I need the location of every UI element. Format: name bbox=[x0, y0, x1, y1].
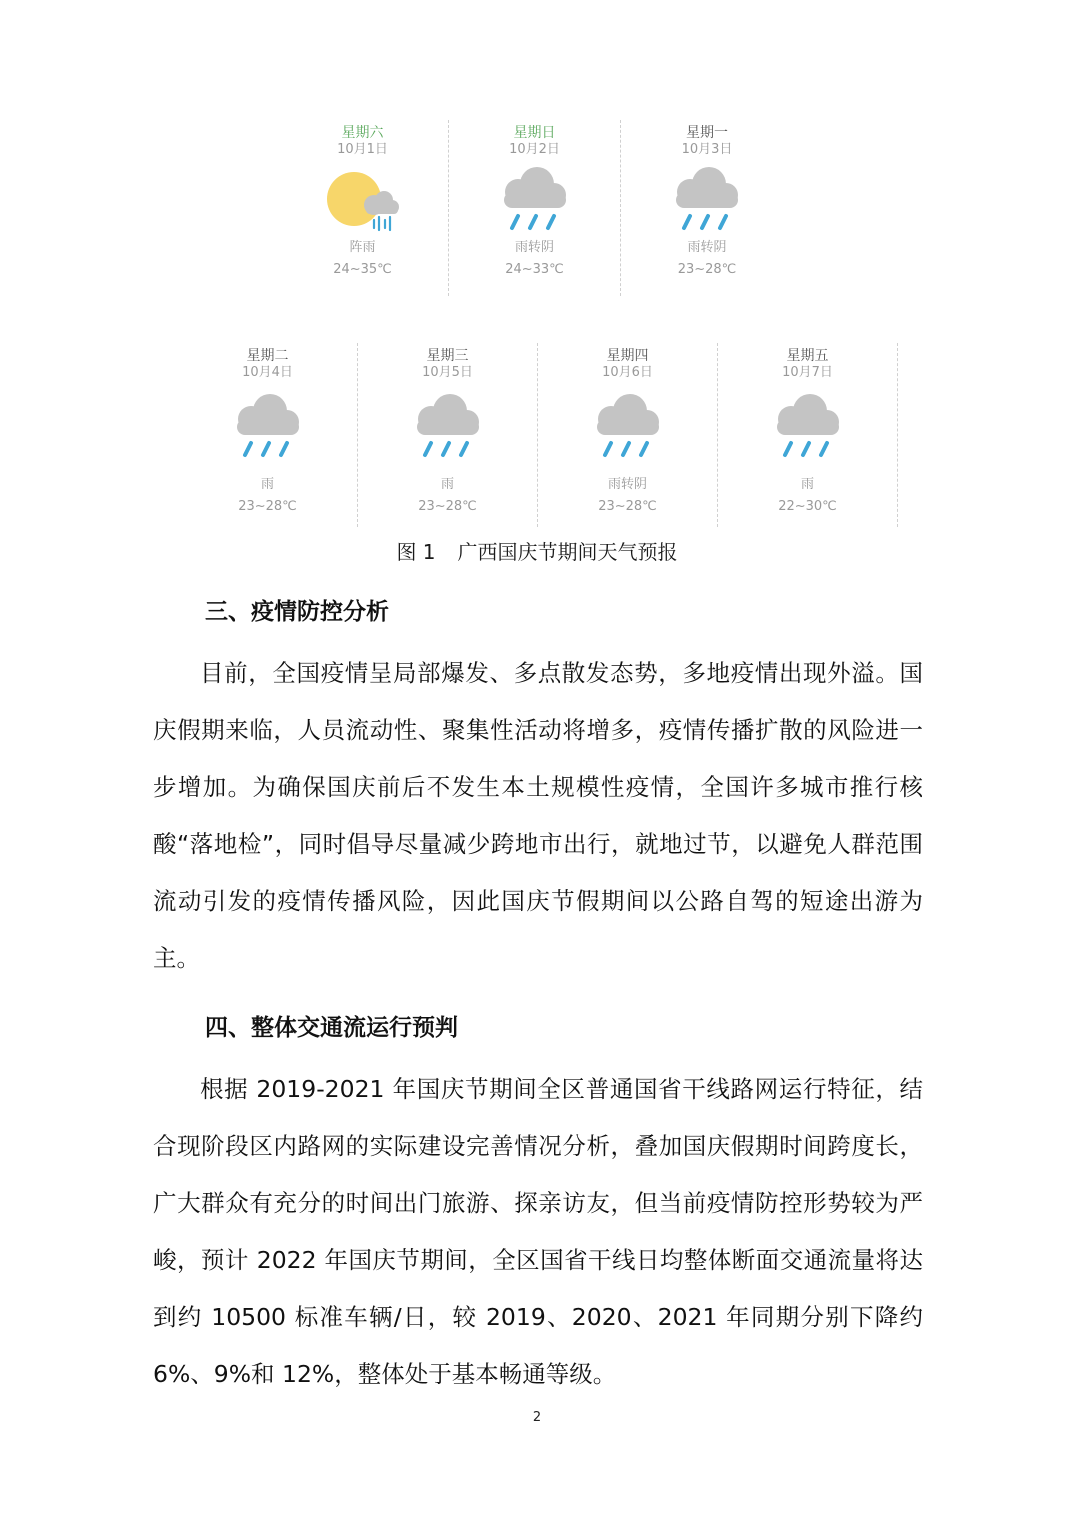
day-date: 10月6日 bbox=[602, 365, 653, 380]
cloud-rain-icon bbox=[223, 391, 313, 465]
day-temperature: 23~28℃ bbox=[418, 499, 477, 514]
section-paragraph-epidemic: 目前，全国疫情呈局部爆发、多点散发态势，多地疫情出现外溢。国庆假期来临，人员流动性、聚集性活动将增多，疫情传播扩散的风险进一步增加。为确保国庆前后不发生本土规模性疫情，全国许多城市推行核酸“落地检”，同时倡导尽量减少跨地市出行，就地过节，以避免人群范围流动引发的疫情传播风险，因此国庆节假期间以公路自驾的短途出游为主。 bbox=[153, 659, 923, 972]
cloud-rain-icon bbox=[662, 164, 752, 238]
day-temperature: 23~28℃ bbox=[677, 262, 737, 277]
forecast-day bbox=[621, 120, 793, 296]
section-paragraph-traffic: 根据 2019-2021 年国庆节期间全区普通国省干线路网运行特征，结合现阶段区内路网的实际建设完善情况分析，叠加国庆假期时间跨度长，广大群众有充分的时间出门旅游、探亲访友，但当前疫情防控形势较为严峻，预计 2022 年国庆节期间，全区国省干线日均整体断面交通流量将达到约 10500 标准车辆/日，较 2019、2020、2021 年同期分别下降约 6%、9%和 12%，整体处于基本畅通等级。 bbox=[153, 1075, 923, 1388]
day-condition: 雨 bbox=[800, 477, 814, 492]
day-weekday: 星期四 bbox=[606, 348, 649, 364]
forecast-day bbox=[449, 120, 621, 296]
forecast-day bbox=[538, 343, 718, 527]
section-heading-traffic: 四、整体交通流运行预判 bbox=[205, 1015, 458, 1041]
cloud-rain-icon bbox=[583, 391, 673, 465]
day-weekday: 星期一 bbox=[686, 125, 728, 141]
day-condition: 雨转阴 bbox=[607, 477, 647, 492]
day-temperature: 23~28℃ bbox=[238, 499, 297, 514]
day-weekday: 星期五 bbox=[786, 348, 829, 364]
day-temperature: 24~33℃ bbox=[505, 262, 564, 277]
day-temperature: 22~30℃ bbox=[778, 499, 837, 514]
figure-number: 图 1 bbox=[396, 540, 436, 564]
day-weekday: 星期二 bbox=[246, 348, 289, 364]
forecast-day bbox=[178, 343, 358, 527]
day-temperature: 24~35℃ bbox=[333, 262, 392, 277]
forecast-day bbox=[277, 120, 449, 296]
figure-caption-text: 广西国庆节期间天气预报 bbox=[457, 540, 678, 564]
day-weekday: 星期日 bbox=[513, 125, 556, 141]
day-date: 10月5日 bbox=[422, 365, 473, 380]
day-date: 10月3日 bbox=[681, 142, 733, 157]
day-condition: 雨转阴 bbox=[687, 240, 727, 255]
day-condition: 雨 bbox=[440, 477, 454, 492]
forecast-day bbox=[358, 343, 538, 527]
weather-row-1 bbox=[277, 120, 793, 296]
forecast-day bbox=[718, 343, 898, 527]
cloud-rain-icon bbox=[490, 164, 580, 238]
day-date: 10月7日 bbox=[782, 365, 833, 380]
day-condition: 雨转阴 bbox=[514, 240, 554, 255]
page-number: 2 bbox=[532, 1410, 542, 1425]
section-heading-epidemic: 三、疫情防控分析 bbox=[205, 599, 389, 625]
day-temperature: 23~28℃ bbox=[598, 499, 657, 514]
figure-caption bbox=[0, 538, 1074, 566]
day-condition: 雨 bbox=[260, 477, 274, 492]
cloud-rain-icon bbox=[763, 391, 853, 465]
sun-cloud-shower-icon bbox=[318, 164, 408, 238]
day-date: 10月4日 bbox=[242, 365, 293, 380]
cloud-rain-icon bbox=[403, 391, 493, 465]
day-date: 10月1日 bbox=[337, 142, 388, 157]
day-date: 10月2日 bbox=[509, 142, 560, 157]
day-weekday: 星期三 bbox=[426, 348, 469, 364]
weather-row-2 bbox=[178, 343, 898, 527]
day-weekday: 星期六 bbox=[341, 125, 384, 141]
day-condition: 阵雨 bbox=[349, 240, 376, 255]
